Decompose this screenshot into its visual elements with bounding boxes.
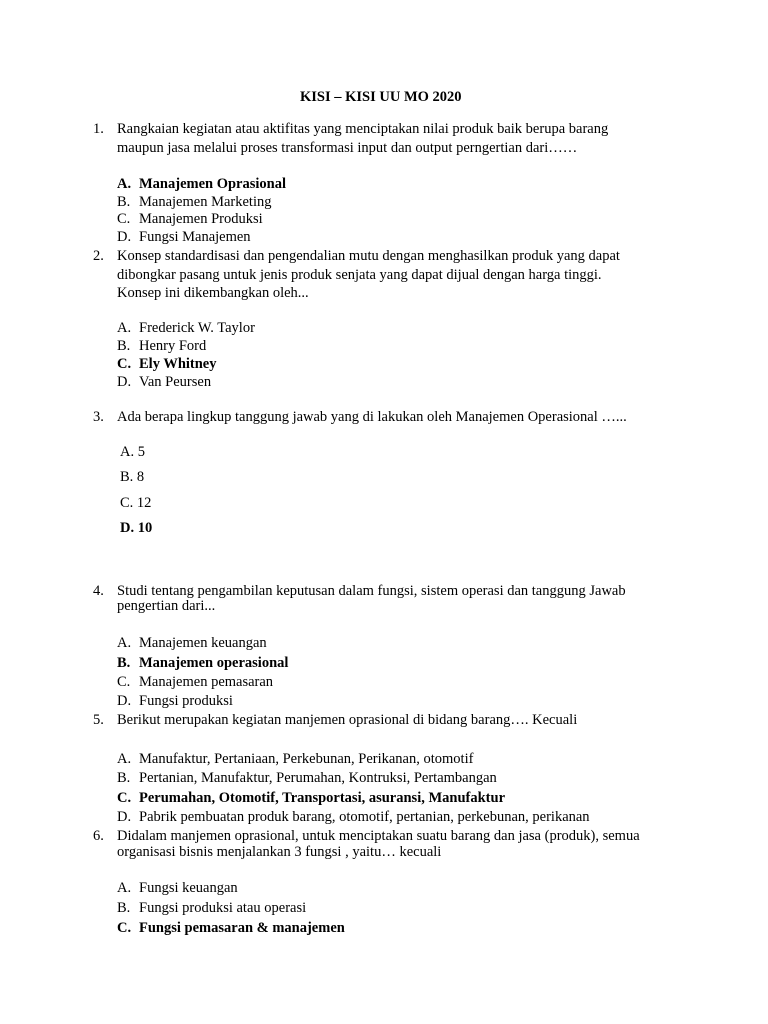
q6-option-b-text: Fungsi produksi atau operasi (139, 900, 307, 916)
q2-option-d-letter: D. (117, 374, 132, 390)
q4-option-d-letter: D. (117, 693, 132, 709)
q3-option-b: B. 8 (120, 469, 145, 485)
q6-option-a-text: Fungsi keuangan (139, 880, 238, 896)
question-5-text-line-1: Berikut merupakan kegiatan manjemen oprasional di bidang barang…. Kecuali (117, 712, 578, 728)
q1-option-c-text: Manajemen Produksi (139, 211, 263, 227)
q4-option-b-text: Manajemen operasional (139, 655, 289, 671)
q1-option-a-letter: A. (117, 176, 132, 192)
q2-option-b-text: Henry Ford (139, 338, 207, 354)
q2-option-b-letter: B. (117, 338, 131, 354)
q3-option-d: D. 10 (120, 520, 153, 536)
q2-option-a-letter: A. (117, 320, 132, 336)
q5-option-b-letter: B. (117, 770, 131, 786)
question-6-text-line-2: organisasi bisnis menjalankan 3 fungsi , yaitu… kecuali (117, 844, 442, 860)
q1-option-c-letter: C. (117, 211, 131, 227)
question-2-text-line-2: dibongkar pasang untuk jenis produk senjata yang dapat dijual dengan harga tinggi. (117, 267, 602, 283)
q6-option-a-letter: A. (117, 880, 132, 896)
q1-option-b-letter: B. (117, 194, 131, 210)
q3-option-a: A. 5 (120, 444, 145, 460)
q2-option-a-text: Frederick W. Taylor (139, 320, 255, 336)
question-6-number: 6. (93, 828, 104, 844)
question-4-text-line-1: Studi tentang pengambilan keputusan dalam fungsi, sistem operasi dan tanggung Jawab (117, 583, 626, 599)
q5-option-b-text: Pertanian, Manufaktur, Perumahan, Kontruksi, Pertambangan (139, 770, 497, 786)
q5-option-d-letter: D. (117, 809, 132, 825)
question-5-number: 5. (93, 712, 104, 728)
q2-option-d-text: Van Peursen (139, 374, 212, 390)
question-2-text-line-1: Konsep standardisasi dan pengendalian mutu dengan menghasilkan produk yang dapat (117, 248, 620, 264)
q1-option-b-text: Manajemen Marketing (139, 194, 272, 210)
q4-option-a-text: Manajemen keuangan (139, 635, 267, 651)
q6-option-b-letter: B. (117, 900, 131, 916)
q4-option-b-letter: B. (117, 655, 131, 671)
q6-option-c-text: Fungsi pemasaran & manajemen (139, 920, 345, 936)
question-1-text-line-1: Rangkaian kegiatan atau aktifitas yang menciptakan nilai produk baik berupa barang (117, 121, 609, 137)
q5-option-c-text: Perumahan, Otomotif, Transportasi, asuransi, Manufaktur (139, 790, 506, 806)
q4-option-c-text: Manajemen pemasaran (139, 674, 274, 690)
q5-option-c-letter: C. (117, 790, 132, 806)
question-4-text-line-2: pengertian dari... (117, 598, 216, 614)
question-1-number: 1. (93, 121, 104, 137)
question-6-text-line-1: Didalam manjemen oprasional, untuk menciptakan suatu barang dan jasa (produk), semua (117, 828, 640, 844)
q5-option-d-text: Pabrik pembuatan produk barang, otomotif, pertanian, perkebunan, perikanan (139, 809, 590, 825)
q5-option-a-letter: A. (117, 751, 132, 767)
page-title: KISI – KISI UU MO 2020 (300, 89, 462, 105)
question-3-text-line-1: Ada berapa lingkup tanggung jawab yang di lakukan oleh Manajemen Operasional …... (117, 409, 627, 425)
question-3-number: 3. (93, 409, 104, 425)
question-2-text-line-3: Konsep ini dikembangkan oleh... (117, 285, 309, 301)
q1-option-a-text: Manajemen Oprasional (139, 176, 287, 192)
q2-option-c-letter: C. (117, 356, 132, 372)
q5-option-a-text: Manufaktur, Pertaniaan, Perkebunan, Perikanan, otomotif (139, 751, 474, 767)
q1-option-d-letter: D. (117, 229, 132, 245)
question-1-text-line-2: maupun jasa melalui proses transformasi input dan output perngertian dari…… (117, 140, 578, 156)
question-4-number: 4. (93, 583, 104, 599)
q4-option-c-letter: C. (117, 674, 131, 690)
q1-option-d-text: Fungsi Manajemen (139, 229, 251, 245)
q6-option-c-letter: C. (117, 920, 132, 936)
q3-option-c: C. 12 (120, 495, 152, 511)
question-2-number: 2. (93, 248, 104, 264)
q2-option-c-text: Ely Whitney (139, 356, 217, 372)
q4-option-d-text: Fungsi produksi (139, 693, 233, 709)
q4-option-a-letter: A. (117, 635, 132, 651)
